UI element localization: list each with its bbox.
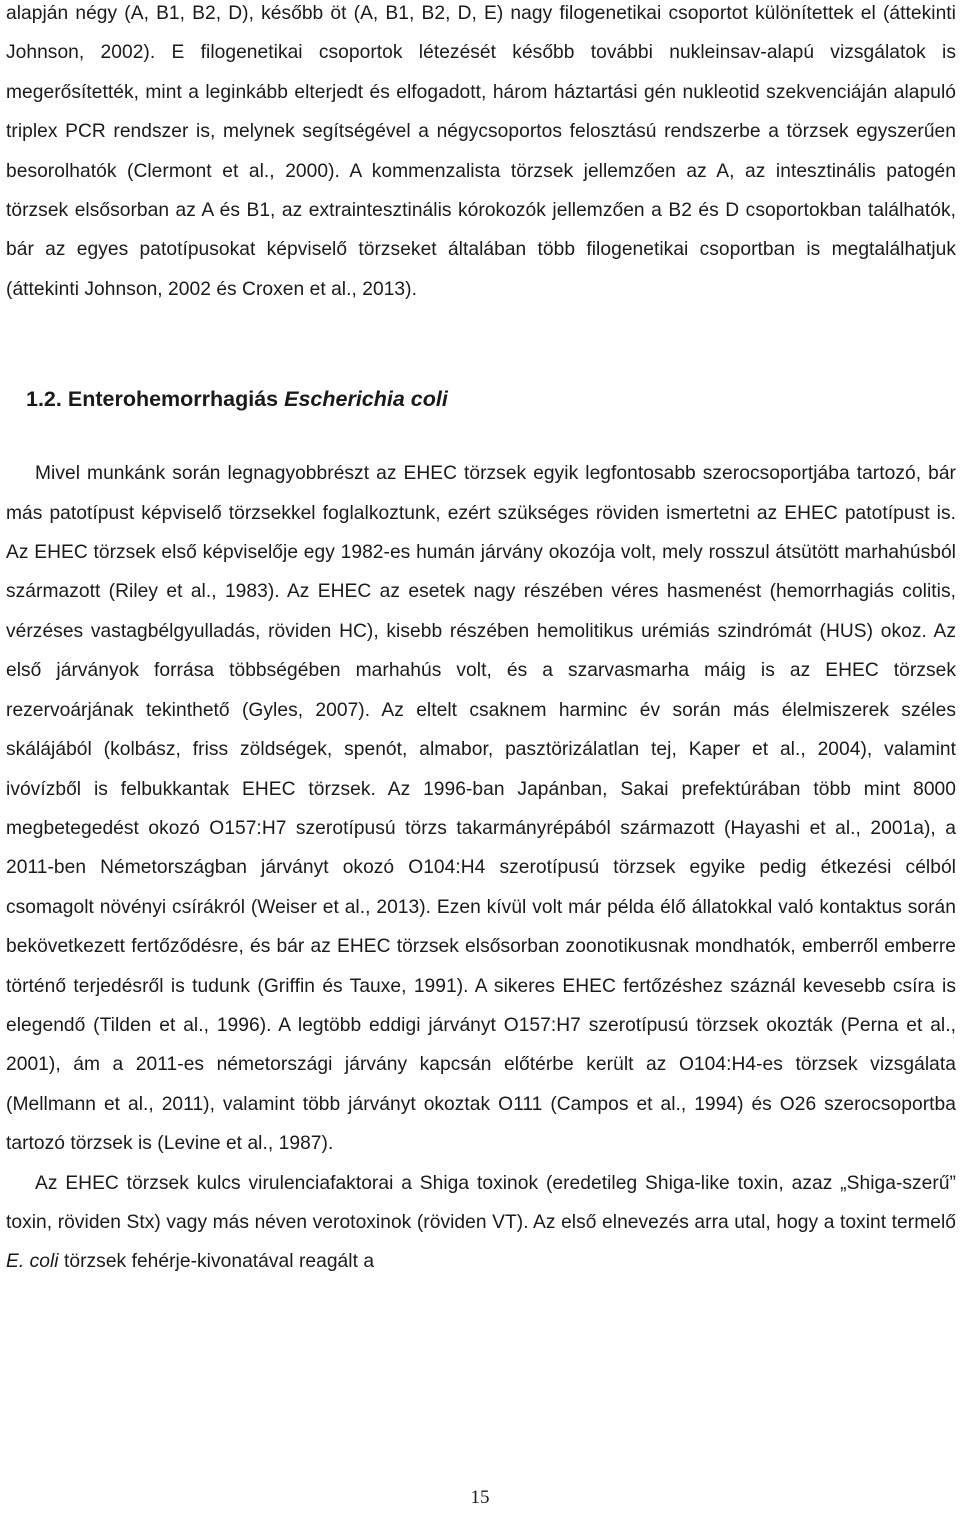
body-paragraph-ehec-overview: Mivel munkánk során legnagyobbrészt az EHEC törzsek egyik legfontosabb szerocsoportjába tartozó, bár más patotípust képviselő törzsekkel foglalkoztunk, ezért szükséges röviden ismertetni az EHEC patotípust is. Az EHEC törzsek első képviselője egy 1982-es humán járvány okozója volt, mely rosszul átsütött marhahúsból származott (Riley et al., 1983). Az EHEC az esetek nagy részében véres hasmenést (hemorrhagiás colitis, vérzéses vastagbélgyulladás, röviden HC), kisebb részében hemolitikus urémiás szindrómát (HUS) okoz. Az első járványok forrása többségében marhahús volt, és a szarvasmarha máig is az EHEC törzsek rezervoárjának tekinthető (Gyles, 2007). Az eltelt csaknem harminc év során más élelmiszerek széles skálájából (kolbász, friss zöldségek, spenót, almabor, pasztörizálatlan tej, Kaper et al., 2004), valamint ivóvízből is felbukkantak EHEC törzsek. Az 1996-ban Japánban, Sakai prefektúrában több mint 8000 megbetegedést okozó O157:H7 szerotípusú törzs takarmányrépából származott (Hayashi et al., 2001a), a 2011-ben Németországban járványt okozó O104:H4 szerotípusú törzsek egyike pedig étkezési célból csomagolt növényi csírákról (Weiser et al., 2013). Ezen kívül volt már példa élő állatokkal való kontaktus során bekövetkezett fertőződésre, és bár az EHEC törzsek elsősorban zoonotikusnak mondhatók, emberről emberre történő terjedésről is tudunk (Griffin és Tauxe, 1991). A sikeres EHEC fertőzéshez száznál kevesebb csíra is elegendő (Tilden et al., 1996). A legtöbb eddigi járványt O157:H7 szerotípusú törzsek okozták (Perna et al., 2001), ám a 2011-es németországi járvány kapcsán előtérbe került az O104:H4-es törzsek vizsgálata (Mellmann et al., 2011), valamint több járványt okoztak O111 (Campos et al., 1994) és O26 szerocsoportba tartozó törzsek is (Levine et al., 1987). [6, 463, 956, 1155]
section-heading [26, 381, 956, 417]
section-title: Enterohemorrhagiás [67, 387, 279, 412]
paragraph-3-text-end: törzsek fehérje-kivonatával reagált a [58, 1251, 375, 1273]
body-paragraph-phylogenetic-groups: alapján négy (A, B1, B2, D), később öt (A, B1, B2, D, E) nagy filogenetikai csoportot különítettek el (áttekinti Johnson, 2002). E filogenetikai csoportok létezését később további nukleinsav-alapú vizsgálatok is megerősítették, mint a leginkább elterjedt és elfogadott, három háztartási gén nukleotid szekvenciáján alapuló triplex PCR rendszer is, melynek segítségével a négycsoportos felosztású rendszerbe a törzsek egyszerűen besorolhatók (Clermont et al., 2000). A kommenzalista törzsek jellemzően az A, az intesztinális patogén törzsek elsősorban az A és B1, az extraintesztinális kórokozók jellemzően a B2 és D csoportokban találhatók, bár az egyes patotípusokat képviselő törzseket általában több filogenetikai csoportban is megtalálhatjuk (áttekinti Johnson, 2002 és Croxen et al., 2013). [6, 3, 956, 300]
species-name-italic: E. coli [6, 1251, 59, 1273]
body-paragraph-shiga-toxins [6, 1164, 956, 1282]
page-number: 15 [470, 1487, 490, 1508]
document-page [6, 0, 956, 1282]
paragraph-3-text-start: Az EHEC törzsek kulcs virulenciafaktorai a Shiga toxinok (eredetileg Shiga-like toxin, azaz „Shiga-szerű” toxin, röviden Stx) vagy más néven verotoxinok (röviden VT). Az első elnevezés arra utal, hogy a toxint termelő [6, 1172, 956, 1233]
section-title-species: Escherichia coli [284, 387, 448, 412]
section-number: 1.2. [26, 387, 62, 412]
